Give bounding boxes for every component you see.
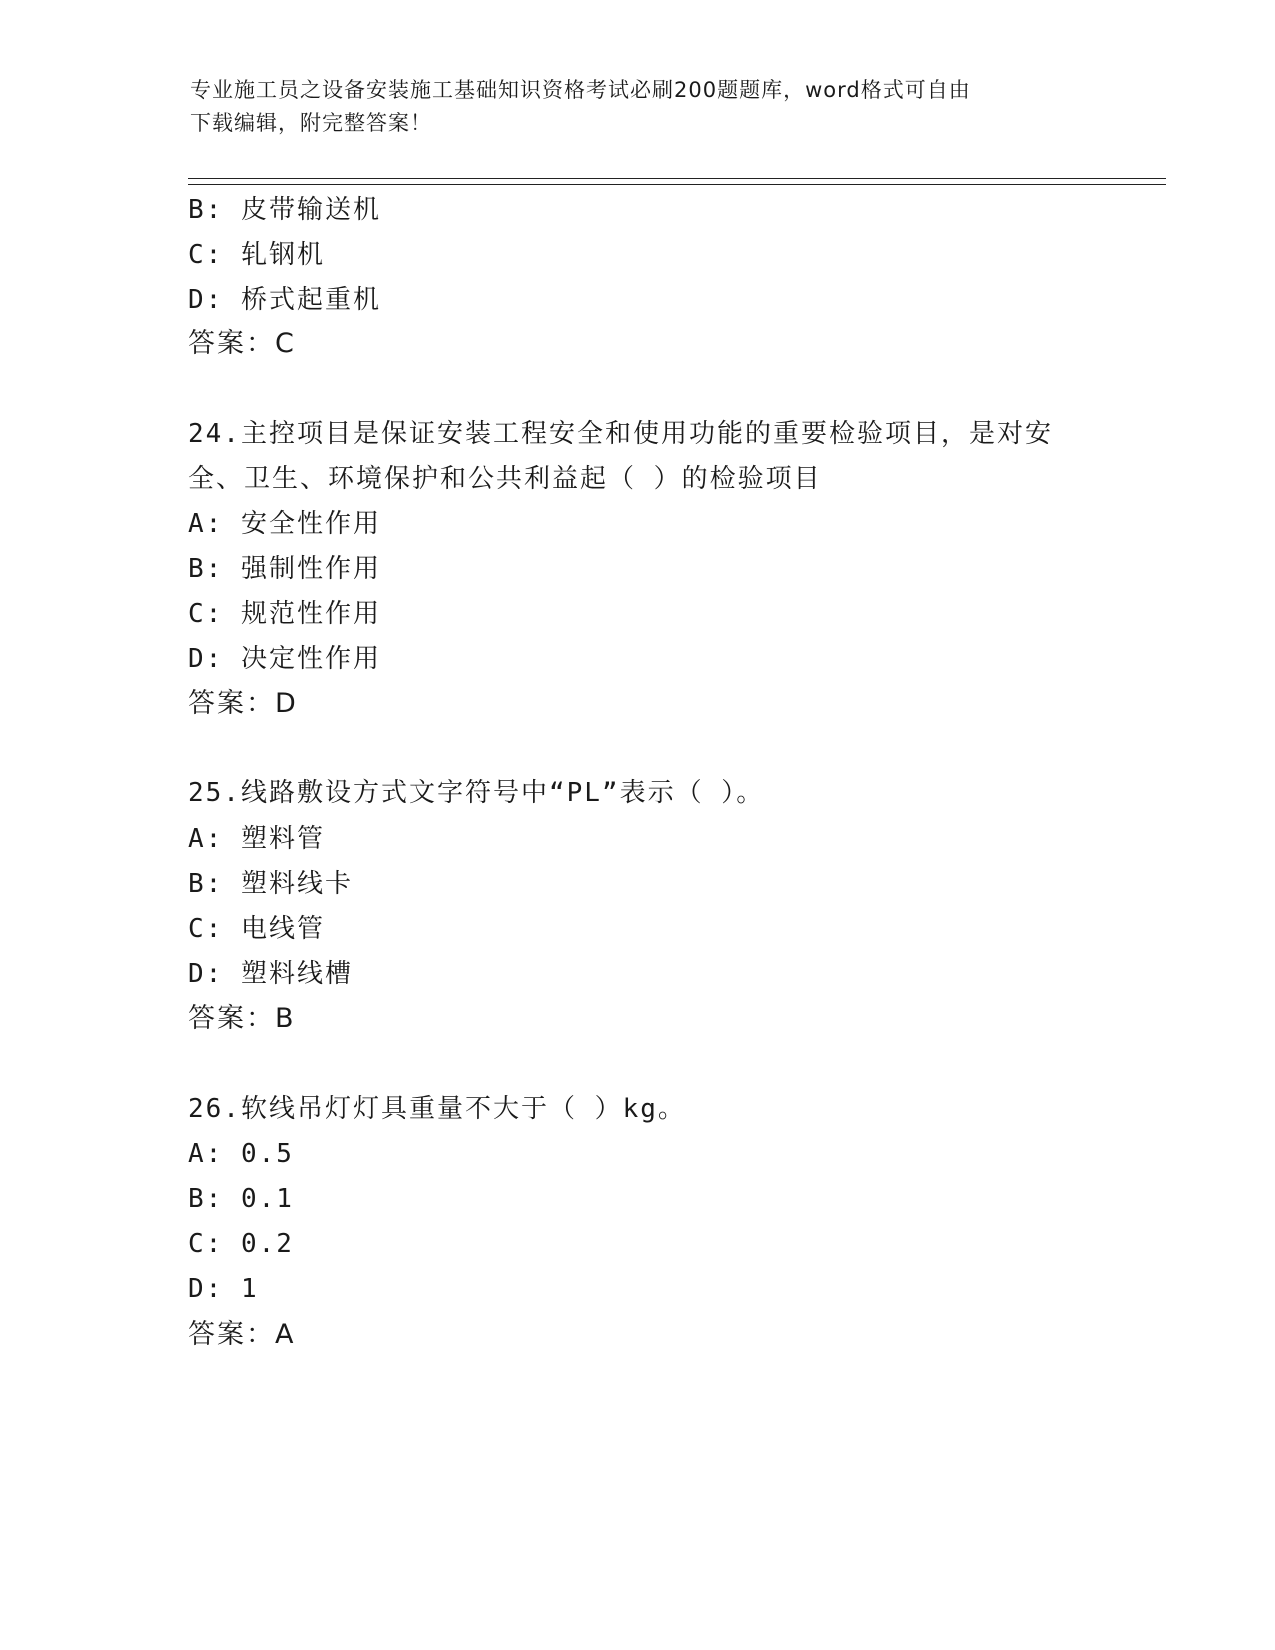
question-23-option-d: D: 桥式起重机 [188,285,381,315]
question-24-option-c: C: 规范性作用 [188,599,381,629]
question-25-option-c: C: 电线管 [188,914,325,944]
question-24-option-b: B: 强制性作用 [188,554,381,584]
question-26-option-c: C: 0.2 [188,1229,294,1259]
question-24-stem-line-2: 全、卫生、环境保护和公共利益起（ ）的检验项目 [188,464,822,494]
question-25-option-a: A: 塑料管 [188,824,325,854]
question-24-stem-line-1: 24.主控项目是保证安装工程安全和使用功能的重要检验项目，是对安 [188,419,1053,449]
document-header [190,74,1090,140]
header-divider-bottom [188,184,1166,185]
question-25-option-d: D: 塑料线槽 [188,959,353,989]
question-23-option-c: C: 轧钢机 [188,240,325,270]
header-line-2: 下载编辑，附完整答案！ [190,111,432,135]
question-26-answer: 答案：A [188,1319,296,1350]
header-divider-top [188,178,1166,179]
header-line-1: 专业施工员之设备安装施工基础知识资格考试必刷200题题库，word格式可自由 [190,78,971,102]
question-24-option-a: A: 安全性作用 [188,509,381,539]
question-23-answer: 答案：C [188,328,296,359]
question-26-option-b: B: 0.1 [188,1184,294,1214]
question-25-stem: 25.线路敷设方式文字符号中“PL”表示（ ）。 [188,778,765,808]
question-26-stem: 26.软线吊灯灯具重量不大于（ ）kg。 [188,1094,686,1124]
question-26-option-d: D: 1 [188,1274,259,1304]
question-24-answer: 答案：D [188,688,298,719]
question-26-option-a: A: 0.5 [188,1139,294,1169]
question-24-option-d: D: 决定性作用 [188,644,381,674]
question-23-option-b: B: 皮带输送机 [188,195,381,225]
question-25-answer: 答案：B [188,1003,296,1034]
question-25-option-b: B: 塑料线卡 [188,869,353,899]
